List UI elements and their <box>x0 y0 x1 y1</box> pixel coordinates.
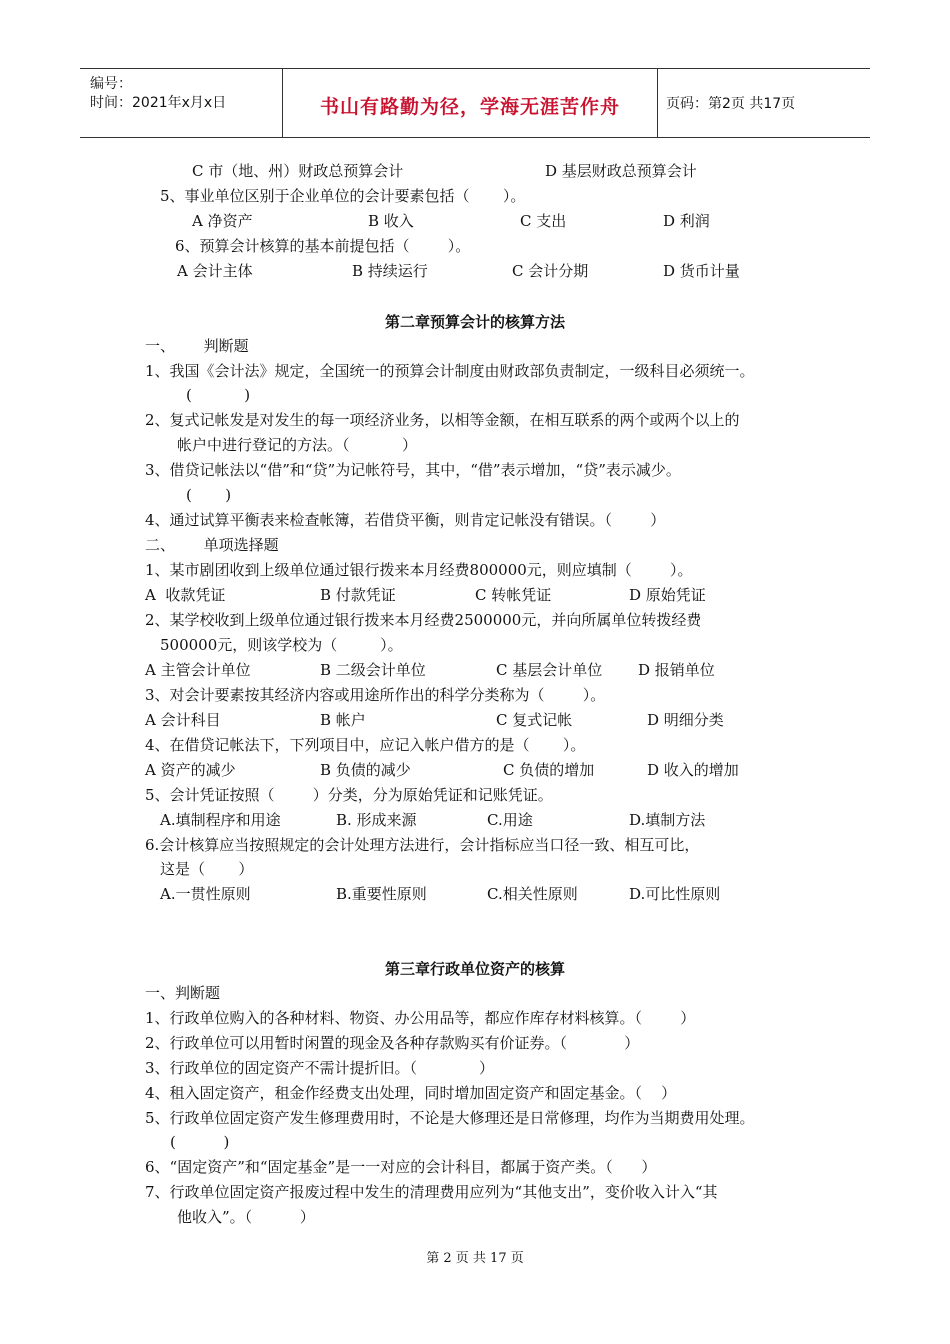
answer-blank: ( ) <box>186 486 232 504</box>
question-line: 2、某学校收到上级单位通过银行拨来本月经费2500000元，并向所属单位转拨经费 <box>145 611 702 629</box>
question-line: 1、行政单位购入的各种材料、物资、办公用品等，都应作库存材料核算。（ ） <box>145 1009 696 1027</box>
code-label: 编号： <box>90 76 132 92</box>
option-line: C 支出 <box>520 212 567 230</box>
motto-text: 书山有路勤为径，学海无涯苦作舟 <box>319 96 620 118</box>
date-label: 时间：2021年x月x日 <box>90 95 227 111</box>
question-line: 他收入”。（ ） <box>177 1208 315 1226</box>
question-line: 6、预算会计核算的基本前提包括（ ）。 <box>175 237 471 255</box>
option-line: B 持续运行 <box>352 262 428 280</box>
question-line: 3、借贷记帐法以“借”和“贷”为记帐符号，其中，“借”表示增加，“贷”表示减少。 <box>145 461 681 479</box>
question-line: 1、某市剧团收到上级单位通过银行拨来本月经费800000元，则应填制（ ）。 <box>145 561 693 579</box>
question-line: 这是（ ） <box>160 860 254 878</box>
section-heading: 一、判断题 <box>145 984 221 1002</box>
option-line: D.填制方法 <box>629 811 706 829</box>
question-line: 1、我国《会计法》规定，全国统一的预算会计制度由财政部负责制定，一级科目必须统一。 <box>145 362 755 380</box>
question-line: 2、行政单位可以用暂时闲置的现金及各种存款购买有价证券。（ ） <box>145 1034 640 1052</box>
option-line: D 收入的增加 <box>647 761 739 779</box>
option-line: B 帐户 <box>320 711 366 729</box>
question-line: 500000元，则该学校为（ ）。 <box>160 636 403 654</box>
option-line: A 资产的减少 <box>145 761 236 779</box>
option-line: C 市（地、州）财政总预算会计 <box>192 162 404 180</box>
option-line: C 基层会计单位 <box>496 661 603 679</box>
option-line: D.可比性原则 <box>629 885 721 903</box>
chapter-heading: 第二章预算会计的核算方法 <box>384 313 565 331</box>
question-line: 4、在借贷记帐法下，下列项目中，应记入帐户借方的是（ ）。 <box>145 736 586 754</box>
header-motto-cell <box>283 69 658 137</box>
option-line: D 明细分类 <box>647 711 724 729</box>
option-line: C.相关性原则 <box>487 885 578 903</box>
option-line: A 会计主体 <box>177 262 253 280</box>
option-line: C 转帐凭证 <box>475 586 552 604</box>
option-line: C.用途 <box>487 811 533 829</box>
page-footer: 第 2 页 共 17 页 <box>426 1251 524 1266</box>
answer-blank: ( ) <box>170 1133 230 1151</box>
option-line: C 负债的增加 <box>503 761 595 779</box>
question-line: 3、行政单位的固定资产不需计提折旧。（ ） <box>145 1059 495 1077</box>
option-line: A.填制程序和用途 <box>160 811 281 829</box>
question-line: 3、对会计要素按其经济内容或用途所作出的科学分类称为（ ）。 <box>145 686 606 704</box>
option-line: B 二级会计单位 <box>320 661 426 679</box>
option-line: D 货币计量 <box>663 262 740 280</box>
option-line: B 负债的减少 <box>320 761 411 779</box>
option-line: D 利润 <box>663 212 710 230</box>
option-line: B.重要性原则 <box>336 885 427 903</box>
option-line: D 基层财政总预算会计 <box>545 162 697 180</box>
question-line: 4、租入固定资产，租金作经费支出处理，同时增加固定资产和固定基金。（ ） <box>145 1084 677 1102</box>
option-line: A 收款凭证 <box>145 586 226 604</box>
question-line: 7、行政单位固定资产报废过程中发生的清理费用应列为“其他支出”，变价收入计入“其 <box>145 1183 718 1201</box>
option-line: A.一贯性原则 <box>160 885 251 903</box>
option-line: C 会计分期 <box>512 262 589 280</box>
question-line: 5、会计凭证按照（ ）分类，分为原始凭证和记账凭证。 <box>145 786 553 804</box>
question-line: 4、通过试算平衡表来检查帐簿，若借贷平衡，则肯定记帐没有错误。（ ） <box>145 511 666 529</box>
header-meta-cell <box>80 69 283 137</box>
section-heading: 一、 判断题 <box>145 337 249 355</box>
option-line: A 净资产 <box>192 212 253 230</box>
option-line: A 主管会计单位 <box>145 661 251 679</box>
page-header <box>80 68 870 138</box>
option-line: B. 形成来源 <box>336 811 417 829</box>
option-line: B 收入 <box>368 212 414 230</box>
option-line: D 原始凭证 <box>629 586 706 604</box>
header-page-cell <box>658 69 870 137</box>
section-heading: 二、 单项选择题 <box>145 536 279 554</box>
option-line: B 付款凭证 <box>320 586 396 604</box>
question-line: 帐户中进行登记的方法。（ ） <box>177 436 417 454</box>
question-line: 6.会计核算应当按照规定的会计处理方法进行，会计指标应当口径一致、相互可比， <box>145 836 700 854</box>
question-line: 6、“固定资产”和“固定基金”是一一对应的会计科目，都属于资产类。（ ） <box>145 1158 657 1176</box>
option-line: D 报销单位 <box>638 661 715 679</box>
option-line: C 复式记帐 <box>496 711 573 729</box>
question-line: 2、复式记帐发是对发生的每一项经济业务，以相等金额，在相互联系的两个或两个以上的 <box>145 411 740 429</box>
option-line: A 会计科目 <box>145 711 221 729</box>
question-line: 5、事业单位区别于企业单位的会计要素包括（ ）。 <box>160 187 526 205</box>
question-line: 5、行政单位固定资产发生修理费用时，不论是大修理还是日常修理，均作为当期费用处理。 <box>145 1109 755 1127</box>
chapter-heading: 第三章行政单位资产的核算 <box>384 960 565 978</box>
answer-blank: ( ) <box>186 386 251 404</box>
page-info: 页码：第2页 共17页 <box>666 96 796 112</box>
